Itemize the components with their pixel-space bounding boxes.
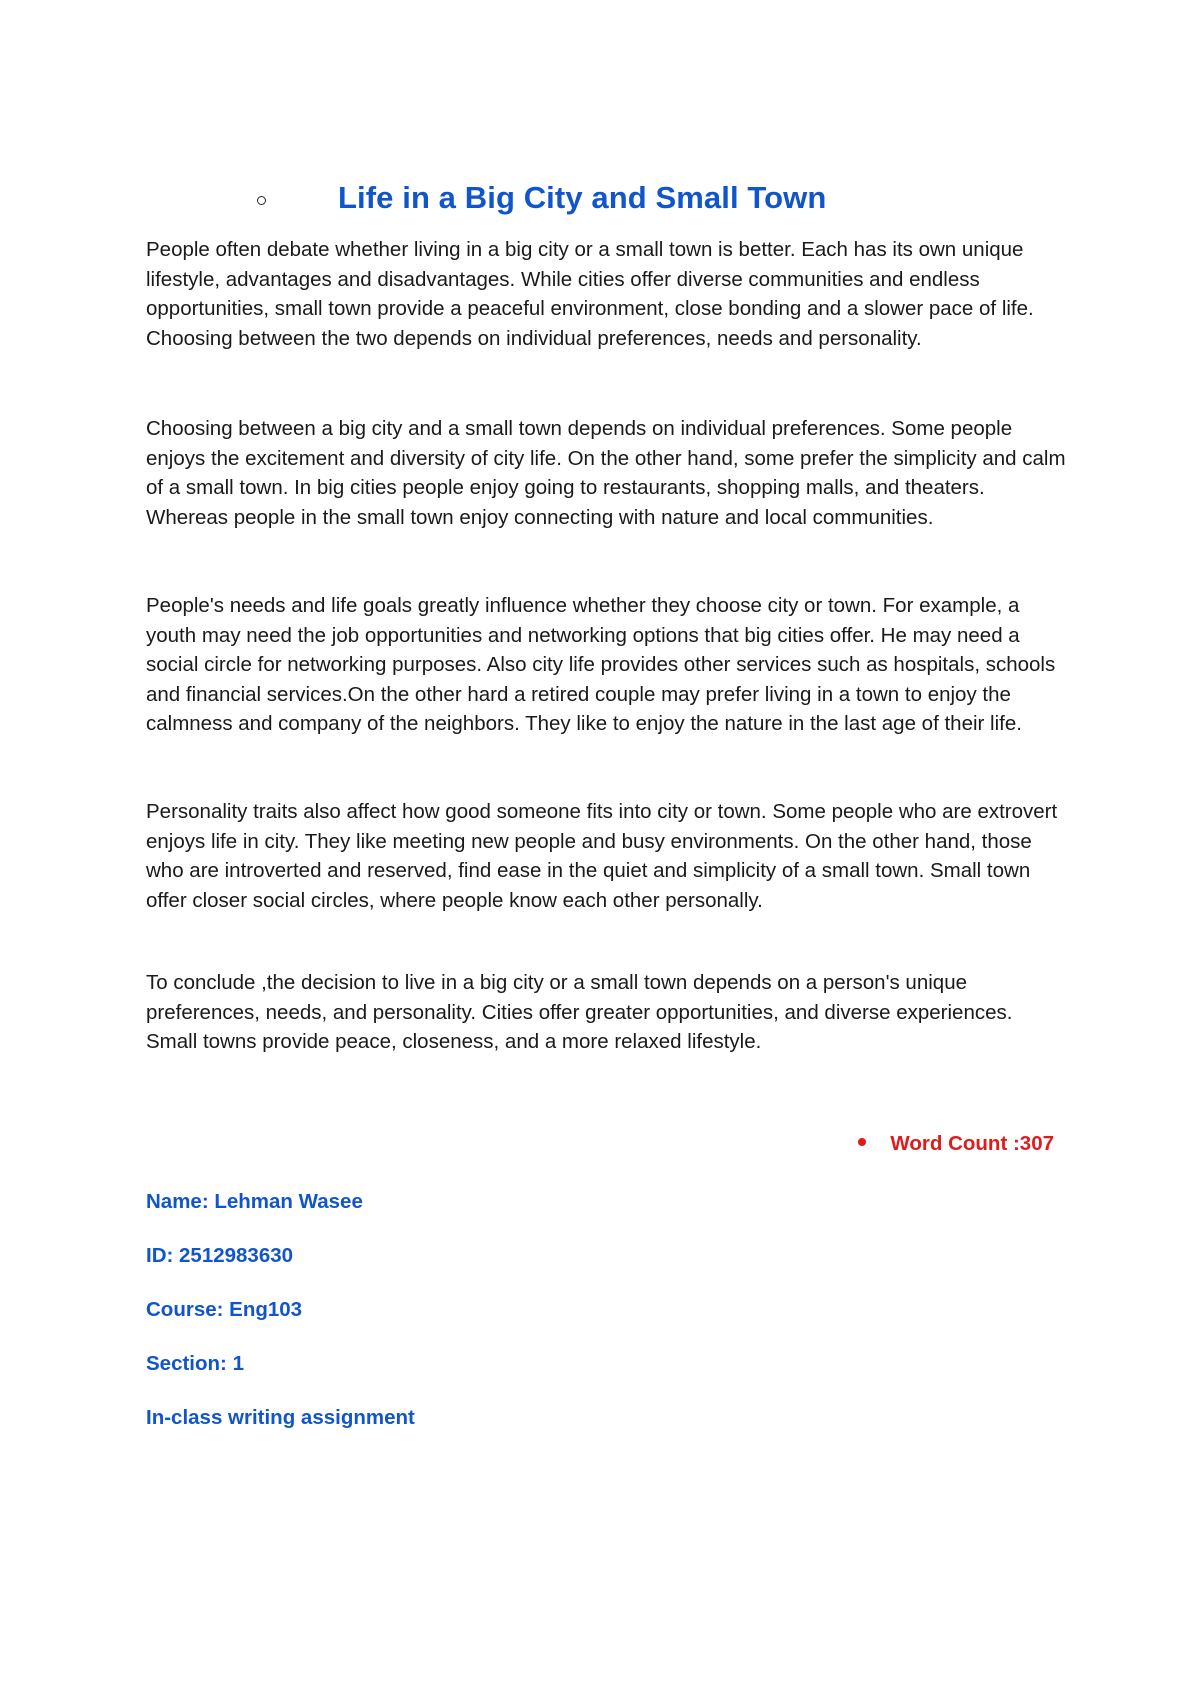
word-count: Word Count :307 [890, 1132, 1054, 1155]
paragraph-personality: Personality traits also affect how good someone fits into city or town. Some people who are extrovert enjoys life in city. They like meeting new people and busy environments. On the other hand, those who are introverted and reserved, find ease in the quiet and simplicity of a small town. Small town offer closer social circles, where people know each other personally. [146, 800, 1058, 912]
section-label: Section: 1 [146, 1352, 244, 1375]
filled-circle-bullet-icon [858, 1138, 866, 1146]
hollow-circle-bullet-icon [257, 196, 266, 205]
paragraph-preferences: Choosing between a big city and a small town depends on individual preferences. Some people enjoys the excitement and diversity of city life. On the other hand, some prefer the simplicity and calm of a small town. In big cities people enjoy going to restaurants, shopping malls, and theaters. Whereas people in the small town enjoy connecting with nature and local communities. [146, 417, 1066, 529]
title-row [0, 178, 1200, 224]
paragraph-intro: People often debate whether living in a big city or a small town is better. Each has its own unique lifestyle, advantages and disadvantages. While cities offer diverse communities and endless opportunities, small town provide a peaceful environment, close bonding and a slower pace of life. Choosing between the two depends on individual preferences, needs and personality. [146, 238, 1034, 350]
paragraph-needs: People's needs and life goals greatly influence whether they choose city or town. For example, a youth may need the job opportunities and networking options that big cities offer. He may need a social circle for networking purposes. Also city life provides other services such as hospitals, schools and financial services.On the other hard a retired couple may prefer living in a town to enjoy the calmness and company of the neighbors. They like to enjoy the nature in the last age of their life. [146, 594, 1056, 735]
student-name: Name: Lehman Wasee [146, 1190, 363, 1213]
course-label: Course: Eng103 [146, 1298, 303, 1321]
paragraph-conclusion: To conclude ,the decision to live in a big city or a small town depends on a person's unique preferences, needs, and personality. Cities offer greater opportunities, and diverse experiences. Small towns provide peace, closeness, and a more relaxed lifestyle. [146, 971, 1013, 1053]
assignment-type: In-class writing assignment [146, 1406, 415, 1429]
student-id: ID: 2512983630 [146, 1244, 294, 1267]
word-count-row [858, 1132, 1054, 1162]
document-title: Life in a Big City and Small Town [338, 180, 827, 215]
